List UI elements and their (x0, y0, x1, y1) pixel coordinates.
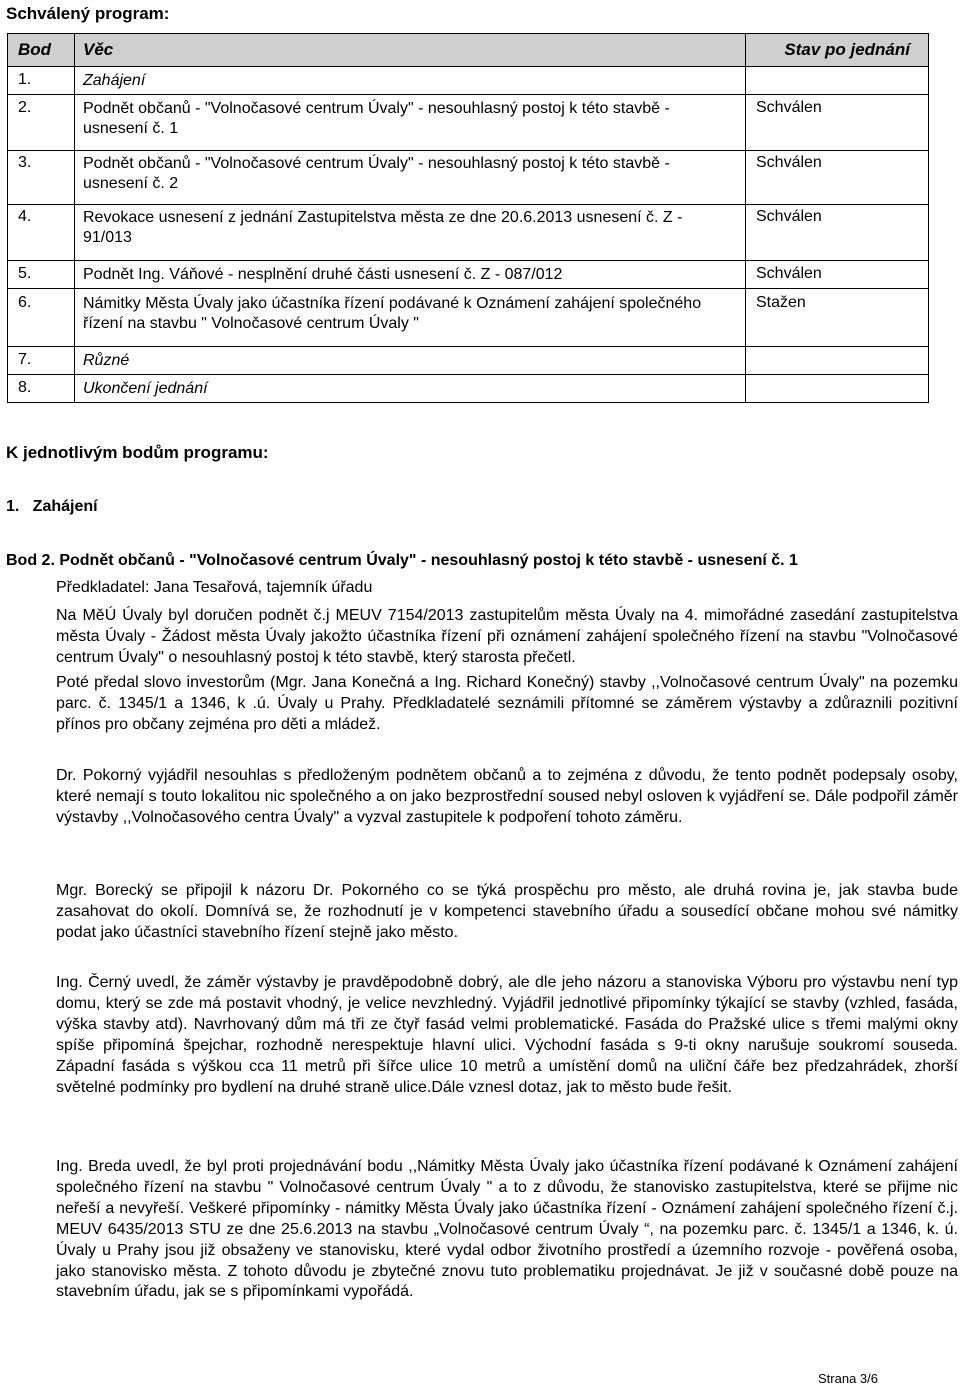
row-number: 3. (8, 151, 75, 205)
col-header-vec: Věc (75, 34, 746, 67)
row-text: Ukončení jednání (75, 375, 746, 403)
paragraph: Mgr. Borecký se připojil k názoru Dr. Pokorného co se týká prospěchu pro město, ale druhá rovina je, jak stavba bude zasahovat do okolí. Domnívá se, že rozhodnutí je v kompetenci stavebního úřadu a sousedící občane mohou své námitky podat jako účastníci stavebního řízení stejně jako město. (56, 882, 958, 941)
row-number: 7. (8, 347, 75, 375)
row-text: Revokace usnesení z jednání Zastupitelstva města ze dne 20.6.2013 usnesení č. Z - 91/013 (75, 205, 746, 261)
table-row (8, 95, 929, 151)
page-number: Strana 3/6 (818, 1371, 878, 1386)
table-row (8, 205, 929, 261)
paragraph: Poté předal slovo investorům (Mgr. Jana Konečná a Ing. Richard Konečný) stavby ,,Volnočasové centrum Úvaly" na pozemku parc. č. 1345/1 a 1346, k .ú. Úvaly u Prahy. Předkladatelé seznámili přítomné se záměrem výstavby a zdůraznili pozitivní přínos pro občany zejména pro děti a mládež. (56, 674, 958, 733)
row-status (746, 347, 929, 375)
row-text: Různé (75, 347, 746, 375)
presenter-line: Předkladatel: Jana Tesařová, tajemník úřadu (56, 579, 373, 596)
paragraph: Dr. Pokorný vyjádřil nesouhlas s předloženým podnětem občanů a to zejména z důvodu, že tento podnět podepsaly osoby, které nemají s touto lokalitou nic společného a on jako bezprostřední soused nebyl osloven k vyjádření se. Dále podpořil záměr výstavby ,,Volnočasového centra Úvaly" a vyzval zastupitele k podpoření tohoto záměru. (56, 767, 958, 826)
row-text: Zahájení (75, 67, 746, 95)
row-status (746, 375, 929, 403)
row-text: Podnět Ing. Váňové - nesplnění druhé části usnesení č. Z - 087/012 (75, 261, 746, 289)
row-number: 8. (8, 375, 75, 403)
row-status: Stažen (746, 289, 929, 347)
table-row (8, 375, 929, 403)
row-number: 2. (8, 95, 75, 151)
row-number: 4. (8, 205, 75, 261)
paragraph: Ing. Černý uvedl, že záměr výstavby je pravděpodobně dobrý, ale dle jeho názoru a stanoviska Výboru pro výstavbu není typ domu, který se zde má postavit vhodný, je velice nevzhledný. Vyjádřil jednotlivé připomínky týkající se stavby (vzhled, fasáda, výška stavby atd). Navrhovaný dům má tři ze čtyř fasád velmi problematické. Fasáda do Pražské ulice s třemi malými okny spíše připomíná špejchar, rozhodně nerespektuje hlavní ulici. Východní fasáda s 9-ti okny narušuje soukromí souseda. Západní fasáda s výškou cca 11 metrů při šířce ulice 10 metrů a umístění domů na uliční čáře bez předzahrádek, zhorší světelné podmínky pro bydlení na druhé straně ulice.Dále vznesl dotaz, jak to město bude řešit. (56, 974, 958, 1096)
row-status: Schválen (746, 95, 929, 151)
table-row (8, 289, 929, 347)
table-row (8, 151, 929, 205)
row-status: Schválen (746, 261, 929, 289)
row-status: Schválen (746, 151, 929, 205)
section-heading: K jednotlivým bodům programu: (6, 443, 269, 462)
paragraph: Na MěÚ Úvaly byl doručen podnět č.j MEUV 7154/2013 zastupitelům města Úvaly na 4. mimořádné zasedání zastupitelstva města Úvaly - Žádost města Úvaly jakožto účastníka řízení při oznámení zahájení společného řízení na stavbu "Volnočasové centrum Úvaly" o nesouhlasný postoj k této stavbě, který starosta přečetl. (56, 607, 958, 666)
col-header-bod: Bod (8, 34, 75, 67)
row-number: 5. (8, 261, 75, 289)
paragraph: Ing. Breda uvedl, že byl proti projednávání bodu ,,Námitky Města Úvaly jako účastníka řízení podávané k Oznámení zahájení společného řízení na stavbu " Volnočasové centrum Úvaly " a to z důvodu, že stanovisko zastupitelstva, které se přijme nic neřeší a nevyřeší. Veškeré připomínky - námitky Města Úvaly jako účastníka řízení - Oznámení zahájení společného řízení č.j. MEUV 6435/2013 STU ze dne 25.6.2013 na stavbu „Volnočasové centrum Úvaly “, na pozemku parc. č. 1345/1 a 1346, k. ú. Úvaly u Prahy jsou již obsaženy ve stanovisku, které vydal odbor životního prostředí a územního rozvoje - pověřená osoba, jako stanovisko města. Z tohoto důvodu je zbytečné znovu tuto problematiku projednávat. Je již v současné době pouze na stavebním úřadu, jak se s připomínkami vypořádá. (56, 1158, 958, 1301)
col-header-stav: Stav po jednání (746, 34, 929, 67)
item-1-heading: 1. Zahájení (6, 498, 98, 515)
table-row (8, 261, 929, 289)
row-text: Podnět občanů - "Volnočasové centrum Úvaly" - nesouhlasný postoj k této stavbě - usnesení č. 1 (75, 95, 746, 151)
item-2-heading: Bod 2. Podnět občanů - "Volnočasové centrum Úvaly" - nesouhlasný postoj k této stavbě - usnesení č. 1 (6, 552, 798, 569)
table-row (8, 67, 929, 95)
row-text: Námitky Města Úvaly jako účastníka řízení podávané k Oznámení zahájení společného řízení na stavbu " Volnočasové centrum Úvaly " (75, 289, 746, 347)
table-header-row (8, 34, 929, 67)
row-number: 6. (8, 289, 75, 347)
table-row (8, 347, 929, 375)
program-table (7, 33, 929, 403)
row-status: Schválen (746, 205, 929, 261)
program-heading: Schválený program: (6, 4, 170, 23)
row-status (746, 67, 929, 95)
row-number: 1. (8, 67, 75, 95)
row-text: Podnět občanů - "Volnočasové centrum Úvaly" - nesouhlasný postoj k této stavbě - usnesení č. 2 (75, 151, 746, 205)
